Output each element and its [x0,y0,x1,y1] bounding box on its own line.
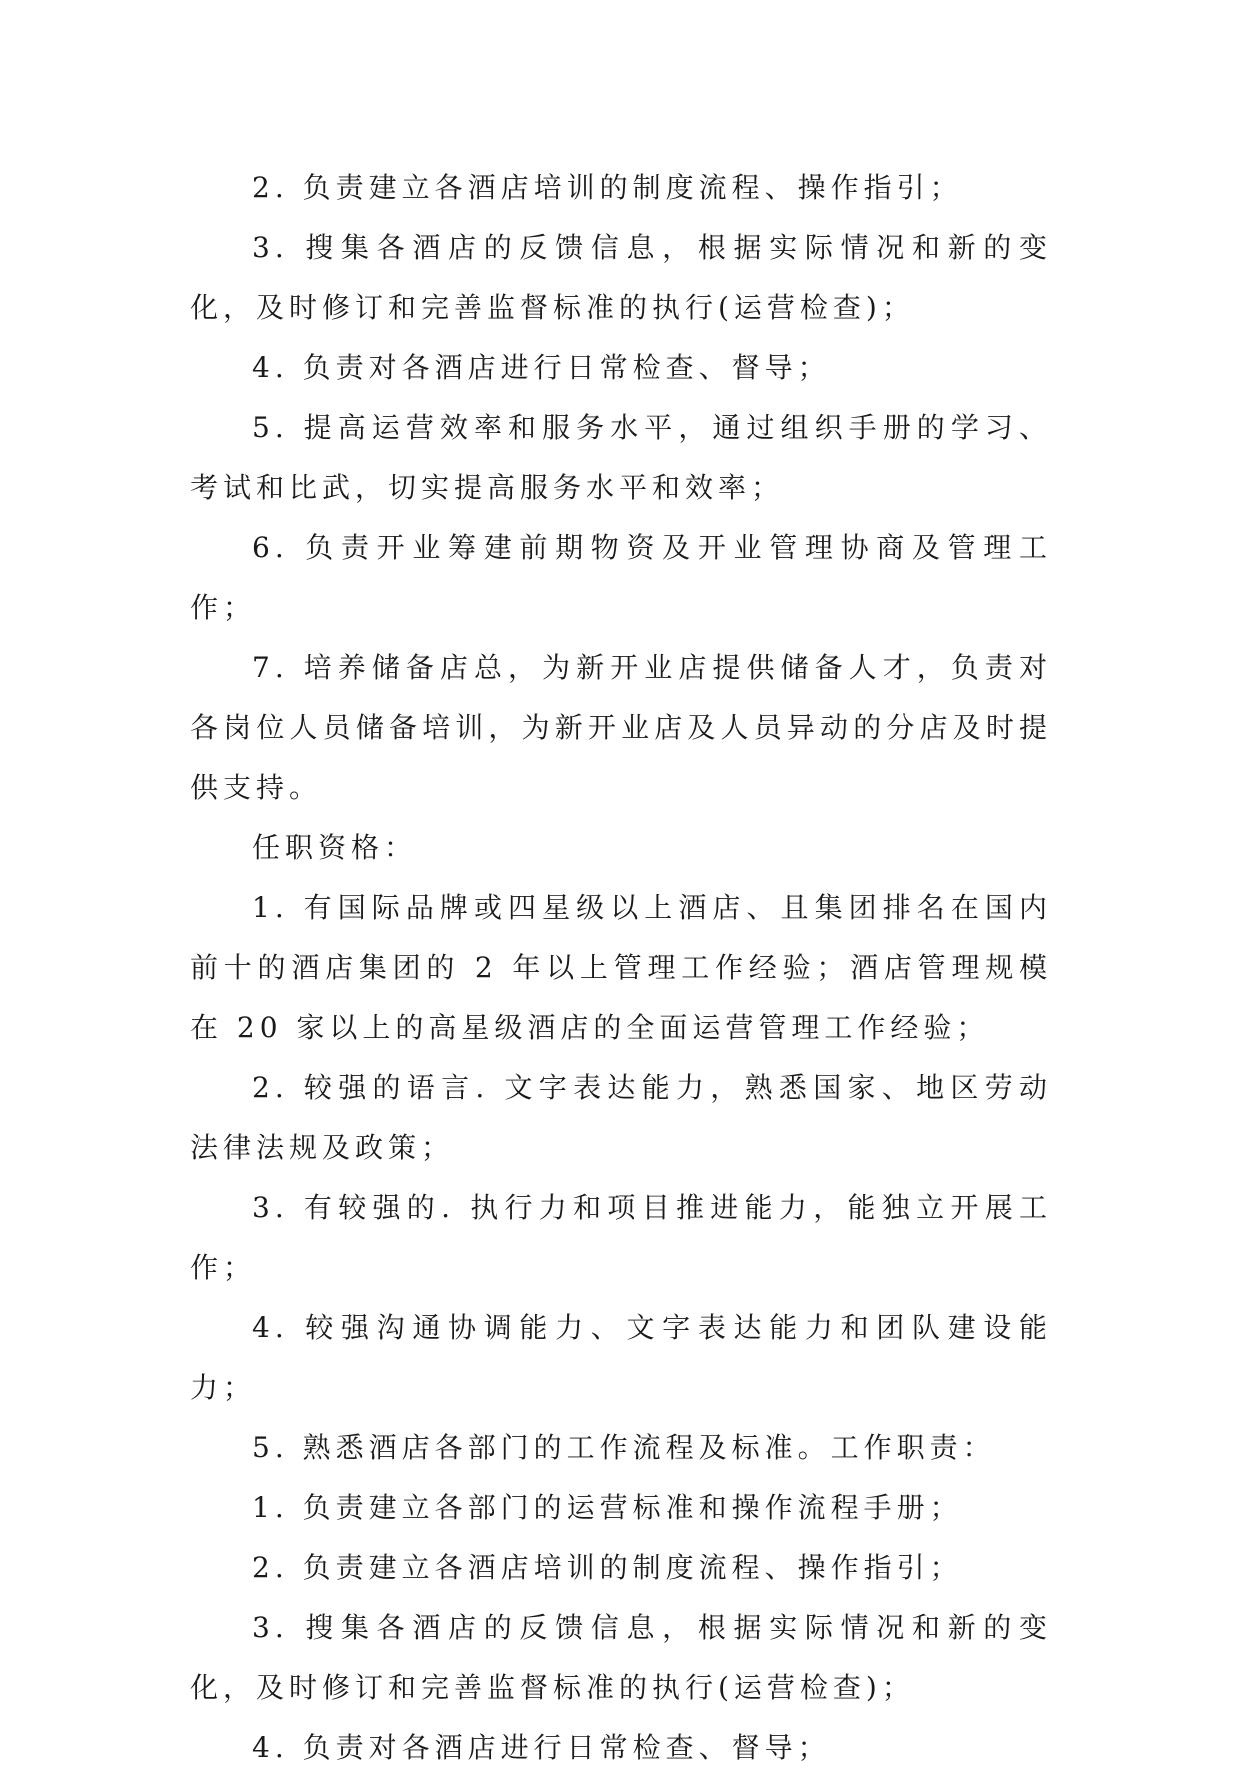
paragraph-1: 2. 负责建立各酒店培训的制度流程、操作指引； [252,171,963,204]
paragraph-6: 7. 培养储备店总，为新开业店提供储备人才，负责对各岗位人员储备培训，为新开业店及人员异动的分店及时提供支持。 [190,651,1052,804]
paragraph-10: 4. 较强沟通协调能力、文字表达能力和团队建设能力； [190,1311,1052,1404]
paragraph-2: 3. 搜集各酒店的反馈信息，根据实际情况和新的变化，及时修订和完善监督标准的执行(运营检查)； [190,231,1052,324]
paragraph-8: 2. 较强的语言. 文字表达能力，熟悉国家、地区劳动法律法规及政策； [190,1071,1052,1164]
paragraph-4: 5. 提高运营效率和服务水平，通过组织手册的学习、考试和比武，切实提高服务水平和效率； [190,411,1052,504]
paragraph-3: 4. 负责对各酒店进行日常检查、督导； [252,351,831,384]
paragraph-12: 1. 负责建立各部门的运营标准和操作流程手册； [252,1491,963,1524]
paragraph-7: 1. 有国际品牌或四星级以上酒店、且集团排名在国内前十的酒店集团的 2 年以上管理工作经验；酒店管理规模在 20 家以上的高星级酒店的全面运营管理工作经验； [190,891,1052,1044]
paragraph-15: 4. 负责对各酒店进行日常检查、督导； [252,1731,831,1764]
paragraph-11: 5. 熟悉酒店各部门的工作流程及标准。工作职责： [252,1431,996,1464]
paragraph-13: 2. 负责建立各酒店培训的制度流程、操作指引； [252,1551,963,1584]
paragraph-5: 6. 负责开业筹建前期物资及开业管理协商及管理工作； [190,531,1052,624]
paragraph-9: 3. 有较强的. 执行力和项目推进能力，能独立开展工作； [190,1191,1052,1284]
paragraph-14: 3. 搜集各酒店的反馈信息，根据实际情况和新的变化，及时修订和完善监督标准的执行(运营检查)； [190,1611,1052,1704]
section-heading-qualifications: 任职资格： [252,831,418,864]
document-body [190,158,1052,1778]
